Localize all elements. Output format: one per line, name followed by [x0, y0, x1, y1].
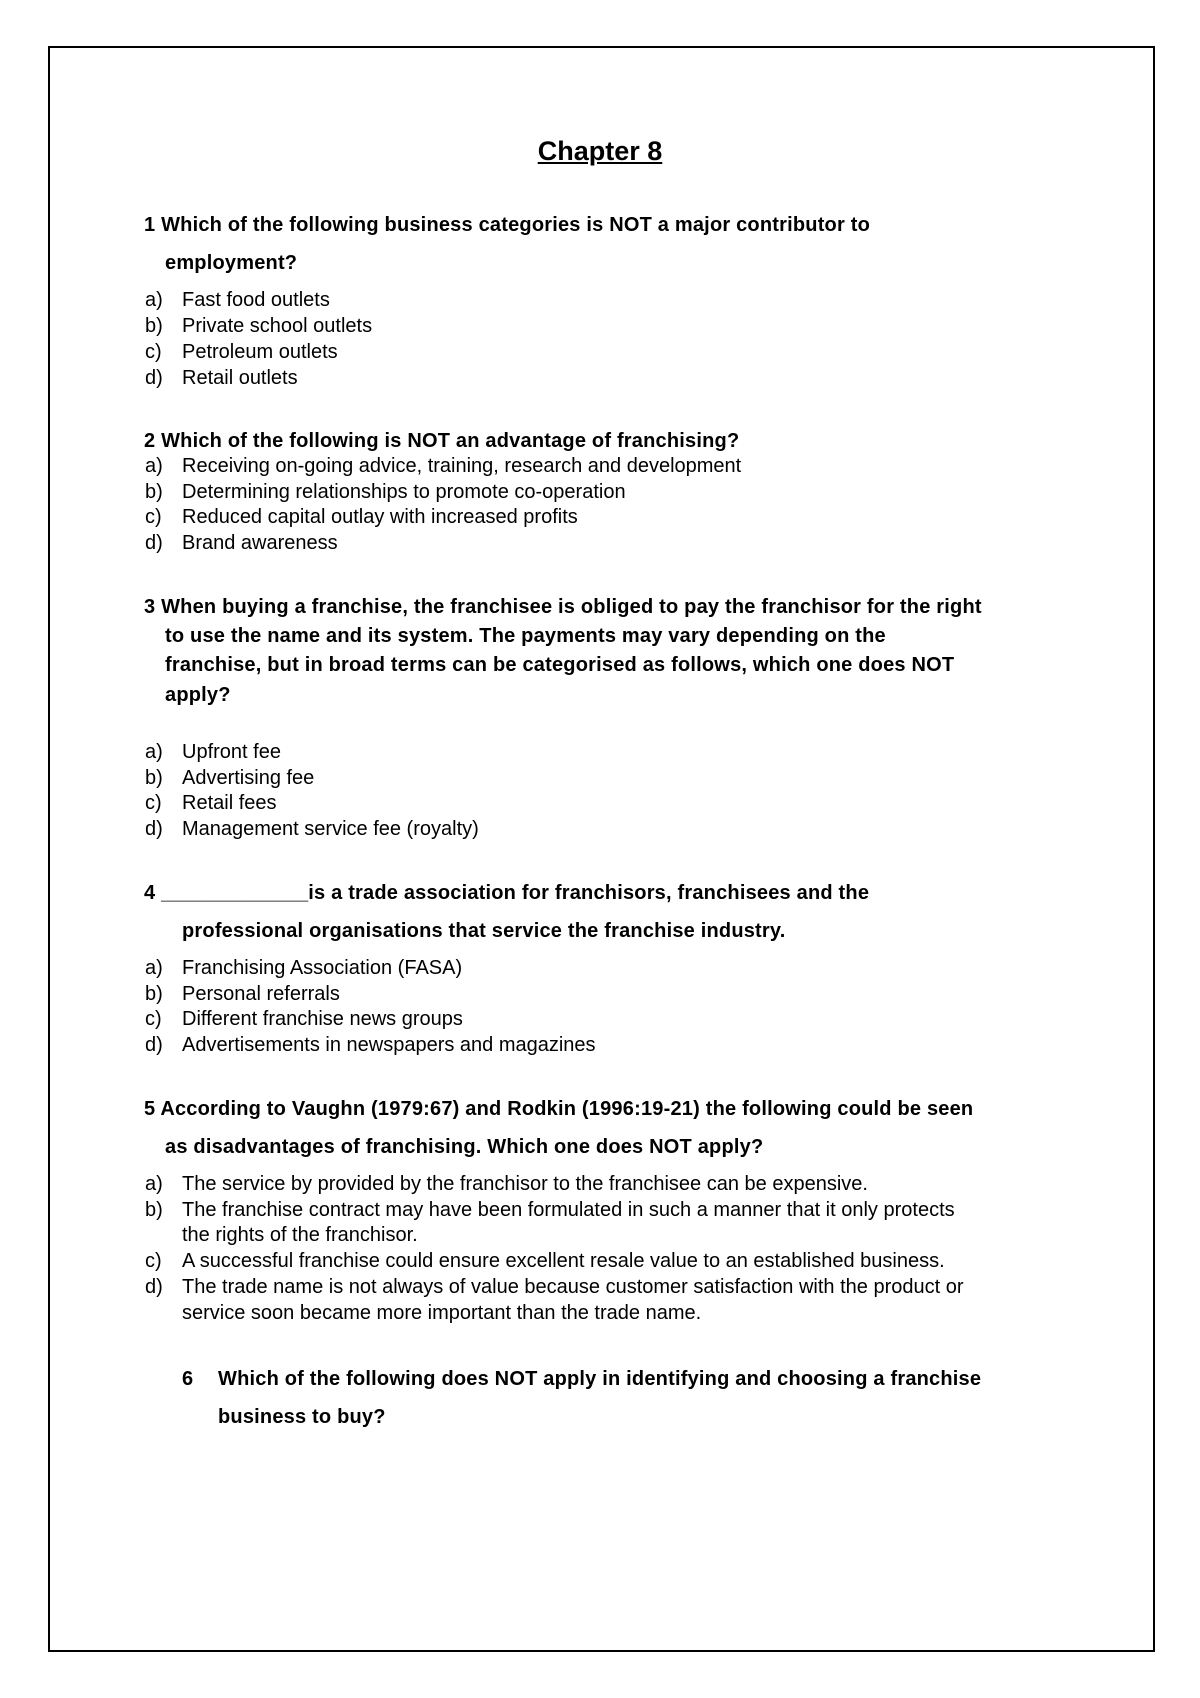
- option-label: c): [145, 1008, 162, 1030]
- option-label: c): [145, 1250, 162, 1272]
- question-5-line-2: as disadvantages of franchising. Which one does NOT apply?: [165, 1136, 764, 1158]
- option-text: A successful franchise could ensure excellent resale value to an established business.: [182, 1250, 945, 1272]
- option-label: c): [145, 341, 162, 363]
- option-label: a): [145, 957, 163, 979]
- option-text: The franchise contract may have been formulated in such a manner that it only protects: [182, 1199, 955, 1221]
- option-text: Management service fee (royalty): [182, 818, 479, 840]
- option-label: a): [145, 741, 163, 763]
- option-text: The service by provided by the franchisor to the franchisee can be expensive.: [182, 1173, 868, 1195]
- question-6-number: 6: [182, 1368, 194, 1390]
- option-label: b): [145, 315, 163, 337]
- option-label: b): [145, 767, 163, 789]
- page-border: [48, 46, 1155, 1652]
- option-text: Private school outlets: [182, 315, 373, 337]
- option-text: Franchising Association (FASA): [182, 957, 463, 979]
- option-text: The trade name is not always of value because customer satisfaction with the product or: [182, 1276, 964, 1298]
- option-label: d): [145, 532, 163, 554]
- option-text: the rights of the franchisor.: [182, 1224, 418, 1246]
- question-4-line-2: professional organisations that service the franchise industry.: [182, 920, 786, 942]
- option-text: Determining relationships to promote co-operation: [182, 481, 626, 503]
- question-3-line-1: 3 When buying a franchise, the franchisee is obliged to pay the franchisor for the right: [144, 596, 982, 618]
- option-text: Fast food outlets: [182, 289, 330, 311]
- option-label: a): [145, 455, 163, 477]
- option-label: d): [145, 818, 163, 840]
- option-text: Reduced capital outlay with increased profits: [182, 506, 578, 528]
- option-label: b): [145, 1199, 163, 1221]
- option-label: c): [145, 792, 162, 814]
- option-label: a): [145, 1173, 163, 1195]
- question-6-line-1: Which of the following does NOT apply in identifying and choosing a franchise: [218, 1368, 982, 1390]
- option-label: d): [145, 1276, 163, 1298]
- page-title: Chapter 8: [537, 136, 663, 166]
- question-1-line-2: employment?: [165, 252, 298, 274]
- option-text: Upfront fee: [182, 741, 281, 763]
- option-text: Different franchise news groups: [182, 1008, 463, 1030]
- question-3-line-4: apply?: [165, 684, 231, 706]
- question-4-line-1: 4 _____________is a trade association for franchisors, franchisees and the: [144, 882, 870, 904]
- option-text: Advertisements in newspapers and magazines: [182, 1034, 596, 1056]
- option-label: b): [145, 481, 163, 503]
- option-text: Receiving on-going advice, training, research and development: [182, 455, 742, 477]
- option-text: Brand awareness: [182, 532, 338, 554]
- option-text: service soon became more important than the trade name.: [182, 1302, 702, 1324]
- option-text: Personal referrals: [182, 983, 340, 1005]
- question-1-line-1: 1 Which of the following business categories is NOT a major contributor to: [144, 214, 870, 236]
- option-text: Retail outlets: [182, 367, 298, 389]
- option-text: Retail fees: [182, 792, 277, 814]
- option-label: a): [145, 289, 163, 311]
- question-2-line-1: 2 Which of the following is NOT an advantage of franchising?: [144, 430, 740, 452]
- option-label: d): [145, 1034, 163, 1056]
- question-6-line-2: business to buy?: [218, 1406, 386, 1428]
- question-5-line-1: 5 According to Vaughn (1979:67) and Rodkin (1996:19-21) the following could be seen: [144, 1098, 974, 1120]
- question-3-line-3: franchise, but in broad terms can be categorised as follows, which one does NOT: [165, 654, 955, 676]
- option-text: Petroleum outlets: [182, 341, 338, 363]
- question-3-line-2: to use the name and its system. The payments may vary depending on the: [165, 625, 886, 647]
- option-text: Advertising fee: [182, 767, 315, 789]
- option-label: d): [145, 367, 163, 389]
- option-label: c): [145, 506, 162, 528]
- option-label: b): [145, 983, 163, 1005]
